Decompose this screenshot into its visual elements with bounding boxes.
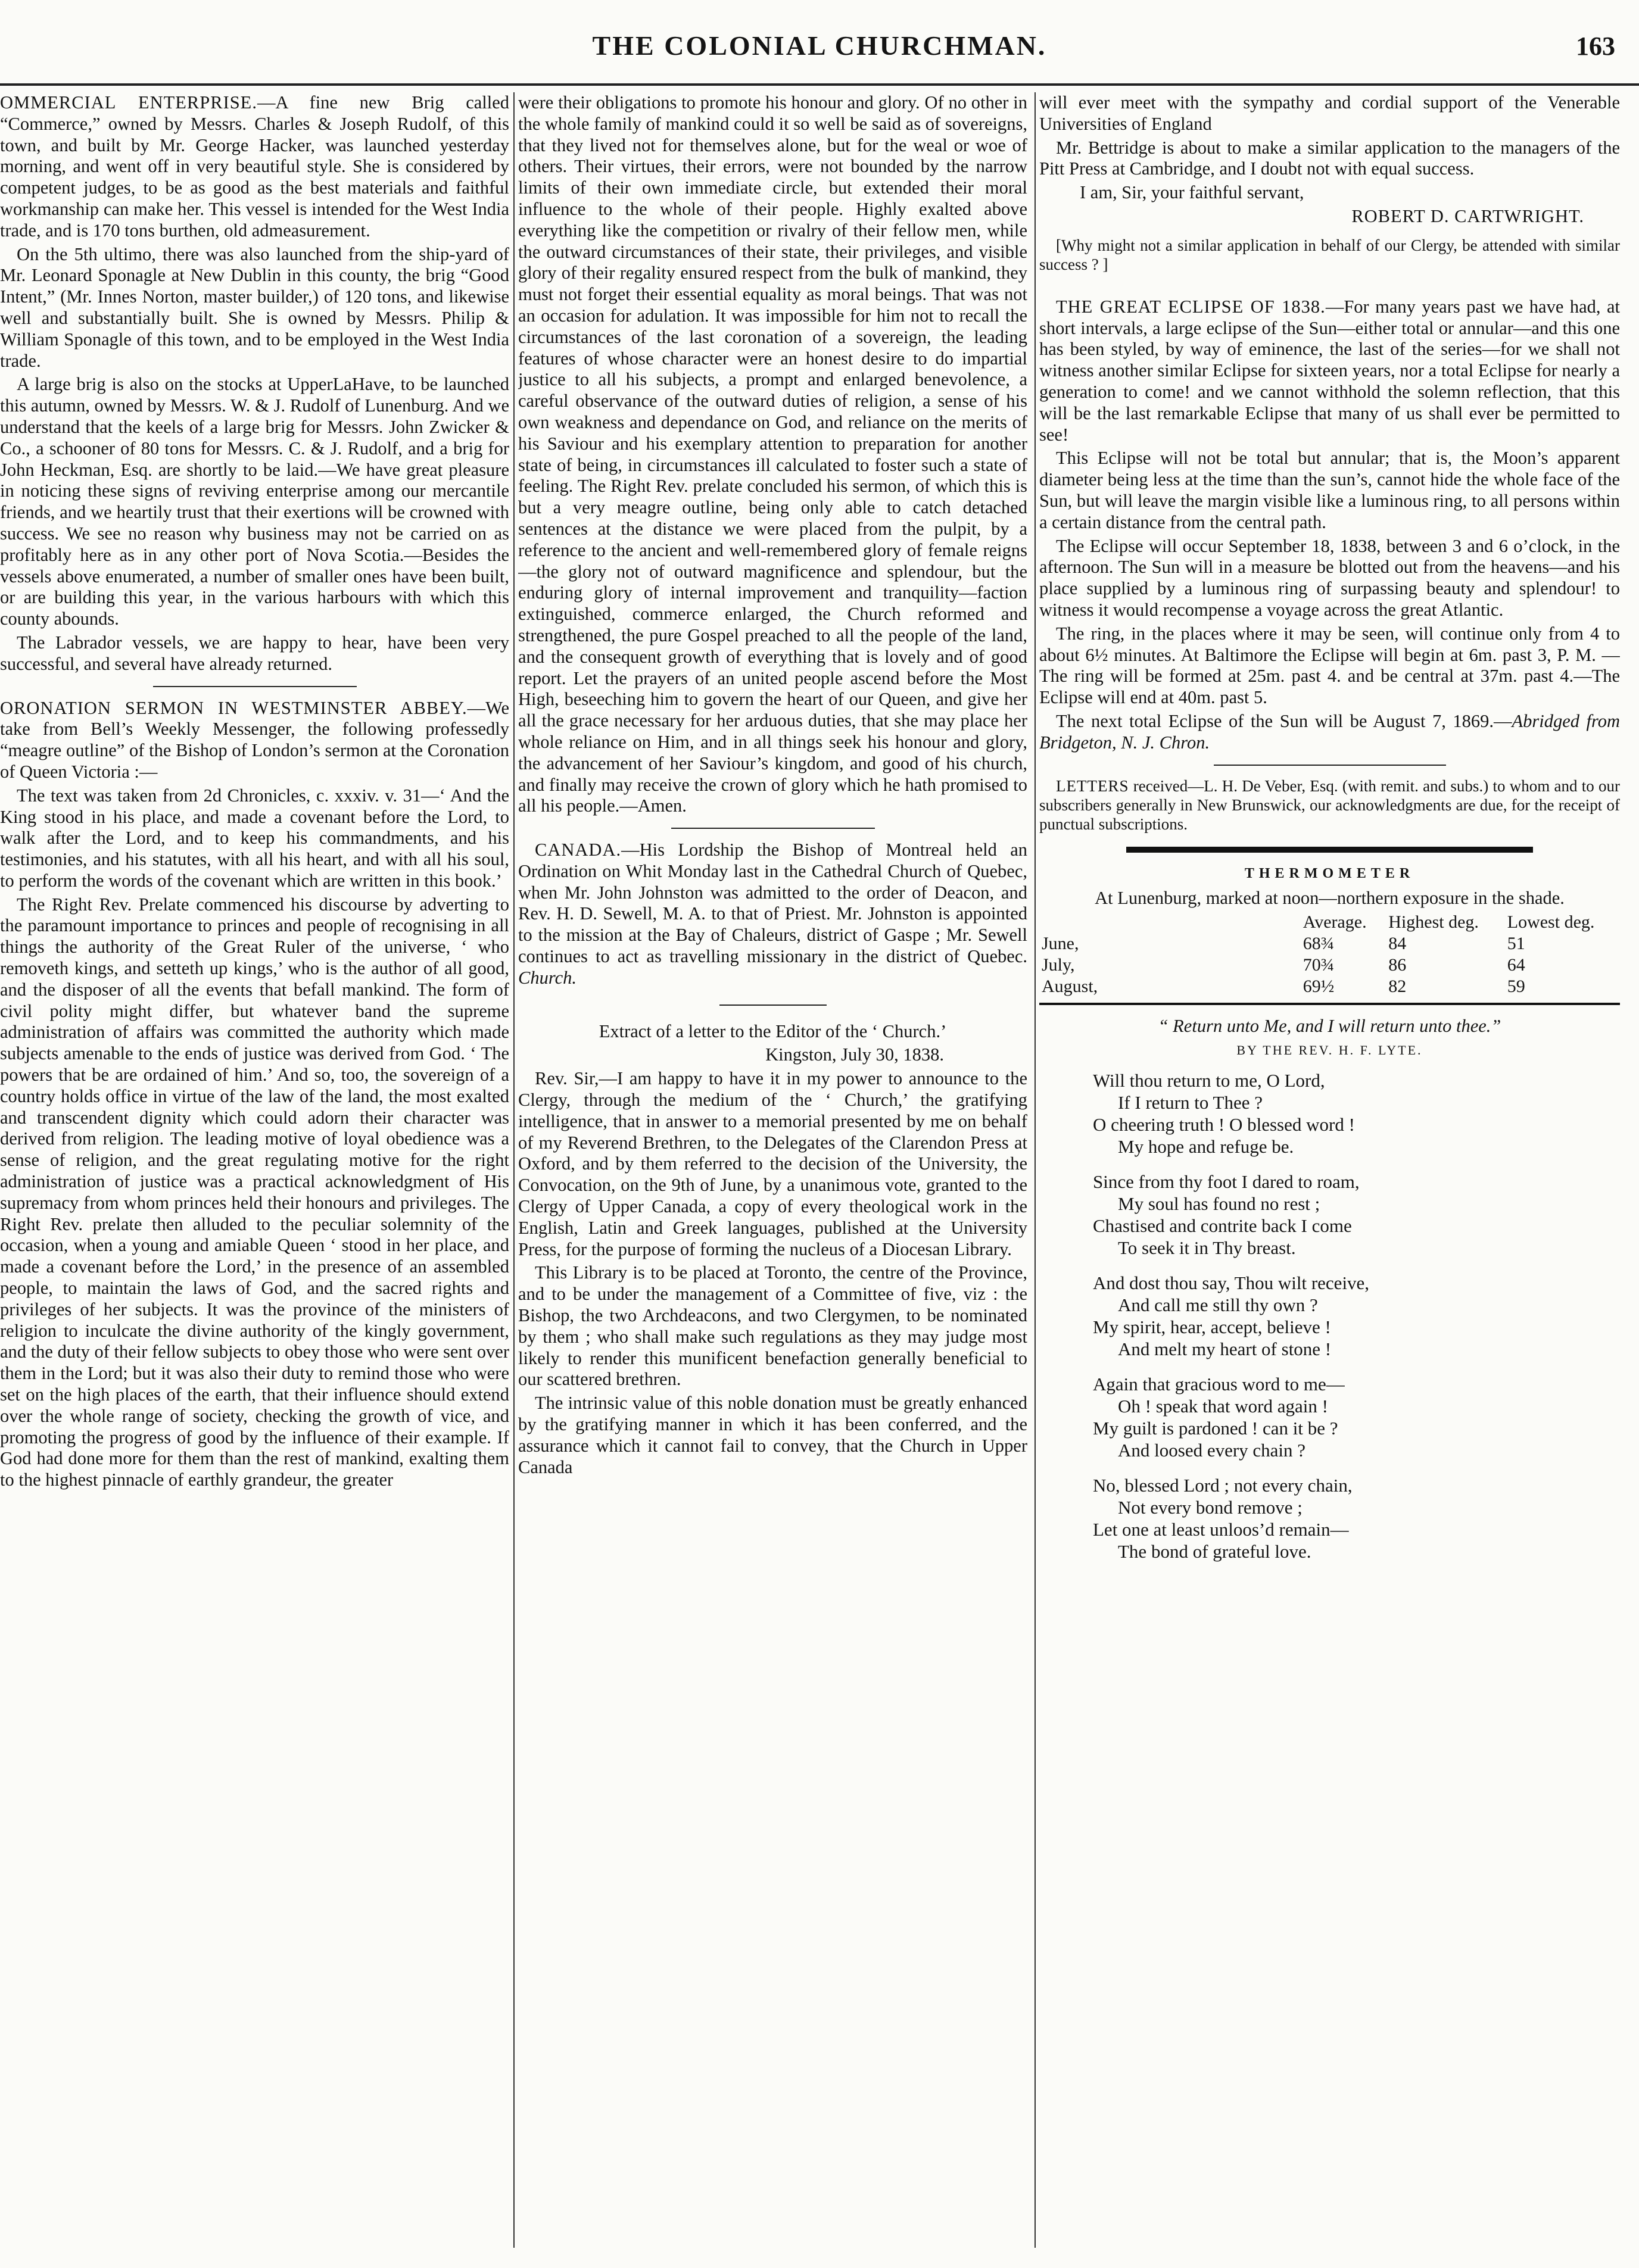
notice-heading: LETTERS — [1056, 776, 1129, 795]
hymn-line: Since from thy foot I dared to roam, — [1093, 1171, 1360, 1192]
hymn-line: And loosed every chain ? — [1118, 1439, 1306, 1461]
month-cell: July, — [1042, 954, 1075, 975]
table-row — [1039, 933, 1620, 954]
hymn-line: If I return to Thee ? — [1118, 1091, 1263, 1113]
article-paragraph: A large brig is also on the stocks at UpperLaHave, to be launched this autumn, owned by Messrs. W. & J. Rudolf of Lunenburg. And we understand that the keels of a large brig for Messrs. John Zwicker & Co., a schooner of 80 tons for Messrs. C. & J. Rudolf, and a brig for John Heckman, Esq. are shortly to be laid.—We have great pleasure in noticing these signs of reviving enterprise among our mercantile friends, and we heartily trust that their exertions will be crowned with success. We see no reason why business may not be carried on as profitably here as in any other port of Nova Scotia.—Besides the vessels above enumerated, a number of smaller ones have been built, or are building this year, in the various harbours with which this county abounds. — [0, 374, 509, 629]
hymn-line: Chastised and contrite back I come — [1093, 1215, 1352, 1236]
article-heading: Extract of a letter to the Editor of the ‘ Church.’ — [599, 1021, 947, 1041]
source-credit: Abridged from Bridgeton, N. J. Chron. — [1039, 710, 1620, 753]
article-paragraph: Mr. Bettridge is about to make a similar application to the managers of the Pitt Press at Cambridge, and I doubt not with equal success. — [1039, 137, 1620, 179]
article-paragraph: The Labrador vessels, we are happy to hear, have been very successful, and several have already returned. — [0, 632, 509, 674]
hymn-line: My hope and refuge be. — [1118, 1135, 1294, 1157]
article-paragraph: THE GREAT ECLIPSE OF 1838.—For many years past we have had, at short intervals, a large eclipse of the Sun—either total or annular—and this one has been styled, by way of eminence, the last of the series—for we shall not witness another similar Eclipse for sixteen years, nor a total Eclipse for nearly a generation to come! and we cannot withhold the solemn reflection, that this will be the last remarkable Eclipse that many of us shall ever be permitted to see! — [1039, 296, 1620, 445]
column-header: Average. — [1303, 912, 1367, 932]
column-right — [1039, 92, 1620, 2248]
hymn-stanza — [1093, 1272, 1620, 1360]
table-header-row — [1039, 912, 1620, 933]
hymn-stanza — [1093, 1474, 1620, 1562]
column-left — [0, 92, 509, 2248]
lowest-cell: 51 — [1507, 933, 1525, 953]
column-rule — [513, 92, 515, 2248]
article-paragraph: The intrinsic value of this noble donation must be greatly enhanced by the gratifying manner in which it has been conferred, and the assurance which it cannot fail to convey, that the Church in Upper Canada — [518, 1393, 1027, 1477]
page-number: 163 — [1576, 32, 1615, 61]
article-paragraph: were their obligations to promote his honour and glory. Of no other in the whole family of mankind could it so well be said as of sovereigns, that they lived not for themselves alone, but for the weal or woe of others. Their virtues, their errors, were not bounded by the narrow limits of their own immediate circle, but extended their moral influence to the whole of their people. Highly exalted above everything like the competition or rivalry of their fellow men, while the outward circumstances of their state, their privileges, and visible glory of their regality ensured respect from the bulk of mankind, they must not forget their essential equality as moral beings. That was not an occasion for adulation. It was impossible for him not to recall the circumstances of the last coronation of a sovereign, the leading features of whose character were an honest desire to do impartial justice to all his subjects, a prompt and enlarged benevolence, a careful observance of the outward duties of religion, a sense of his own weakness and dependance on God, and reliance on the merits of his Saviour and his exemplary attention to preparation for another state of being, in circumstances ill calculated to foster such a state of feeling. The Right Rev. prelate concluded his sermon, of which this is but a very meagre outline, being only able to catch detached sentences at the distance we were placed from the pulpit, by a reference to the ancient and well-remembered glory of female reigns—the glory not of outward magnificence and splendour, but the enduring glory of internal improvement and tranquility—faction extinguished, commerce enlarged, the Church reformed and strengthened, the pure Gospel preached to all the people of the land, and the consequent growth of everything that is lovely and of good report. Let the prayers of an united people ascend before the Most High, beseeching him to govern the heart of our Queen, and give her all the grace necessary for her arduous duties, that she may place her whole reliance on Him, and in all things seek his honour and glory, the advancement of her Saviour’s kingdom, and good of his church, and finally may receive the crown of glory which he hath promised to all his people.—Amen. — [518, 92, 1027, 816]
hymn-byline: BY THE REV. H. F. LYTE. — [1236, 1043, 1423, 1058]
hymn-line: My guilt is pardoned ! can it be ? — [1093, 1417, 1338, 1439]
hymn — [1039, 1069, 1620, 1562]
header-rule — [0, 83, 1639, 86]
article-paragraph: The Right Rev. Prelate commenced his discourse by adverting to the paramount importance to princes and people of recognising in all things the authority of the Great Ruler of the universe, ‘ who removeth kings, and setteth up kings,’ who is the author of all good, and the disposer of all the events that befall mankind. The form of civil polity might differ, but whatever band the supreme administration of affairs was committed the authority which made subjects amenable to the ends of justice was derived from God. ‘ The powers that be are ordained of him.’ And so, too, the sovereign of a country holds office in virtue of the law of the land, the most exalted and transcendent dignity which could adorn their character was derived from religion. The leading motive of loyal obedience was a sense of religion, and the great regulating motive for the right administration of justice was a practical acknowledgment of His supremacy from whom princes held their honours and privileges. The Right Rev. prelate then alluded to the peculiar solemnity of the occasion, when a young and amiable Queen ‘ stood in her place, and made a covenant before the Lord,’ in the presence of an assembled people, to maintain the laws of God, and the sacred rights and privileges of her subjects. It was the province of the ministers of religion to inculcate the divine authority of the kingly government, and the duty of their fellow subjects to obey those who were sent over them in the Lord; but it was also their duty to remind those who were set on the high places of the earth, that their influence should extend over the whole range of society, checking the growth of vice, and promoting the progress of good by the influence of their example. If God had done more for them than the rest of mankind, exalting them to the highest pinnacle of earthly grandeur, the greater — [0, 894, 509, 1490]
article-separator — [671, 828, 875, 829]
lowest-cell: 59 — [1507, 976, 1525, 996]
hymn-line: Not every bond remove ; — [1118, 1496, 1303, 1518]
hymn-line: Will thou return to me, O Lord, — [1093, 1069, 1325, 1091]
month-cell: June, — [1042, 933, 1079, 953]
hymn-line: To seek it in Thy breast. — [1118, 1237, 1296, 1258]
table-row — [1039, 954, 1620, 976]
signature-line: I am, Sir, your faithful servant, — [1080, 182, 1304, 203]
hymn-line: My soul has found no rest ; — [1118, 1193, 1320, 1214]
hymn-line: And melt my heart of stone ! — [1118, 1338, 1332, 1359]
article-heading: CANADA. — [535, 840, 622, 860]
hymn-title: “ Return unto Me, and I will return unto thee.” — [1158, 1016, 1501, 1037]
hymn-stanza — [1093, 1373, 1620, 1461]
article-paragraph: The next total Eclipse of the Sun will be August 7, 1869.—Abridged from Bridgeton, N. J. Chron. — [1039, 710, 1620, 753]
article-paragraph: Rev. Sir,—I am happy to have it in my power to announce to the Clergy, through the medium of the ‘ Church,’ the gratifying intelligence, that in answer to a memorial presented by me on behalf of my Reverend Brethren, to the Delegates of the Clarendon Press at Oxford, and by them referred to the decision of the University, the Convocation, on the 9th of June, by a unanimous vote, granted to the Clergy of Upper Canada, a copy of every theological work in the English, Latin and Greek languages, published at the University Press, for the purpose of forming the nucleus of a Diocesan Library. — [518, 1068, 1027, 1259]
hymn-line: O cheering truth ! O blessed word ! — [1093, 1113, 1355, 1135]
article-paragraph: The Eclipse will occur September 18, 1838, between 3 and 6 o’clock, in the afternoon. The Sun will in a measure be blotted out from the heavens—and his place supplied by a luminous ring of surpassing beauty and splendour! to witness it would recompense a voyage across the great Atlantic. — [1039, 535, 1620, 620]
article-paragraph: This Library is to be placed at Toronto, the centre of the Province, and to be under the management of a Committee of five, viz : the Bishop, the two Archdeacons, and two Clergymen, to be nominated by them ; who shall make such regulations as they may judge most likely to render this munificent benefaction generally beneficial to our scattered brethren. — [518, 1262, 1027, 1390]
article-paragraph: will ever meet with the sympathy and cordial support of the Venerable Universities of England — [1039, 92, 1620, 134]
hymn-line: My spirit, hear, accept, believe ! — [1093, 1316, 1331, 1337]
article-separator — [153, 686, 357, 687]
article-separator — [719, 1004, 827, 1006]
hymn-stanza — [1093, 1171, 1620, 1259]
average-cell: 68¾ — [1303, 933, 1335, 953]
average-cell: 69½ — [1303, 976, 1335, 996]
highest-cell: 82 — [1388, 976, 1407, 996]
month-cell: August, — [1042, 976, 1098, 996]
average-cell: 70¾ — [1303, 954, 1335, 975]
editor-note: [Why might not a similar application in behalf of our Clergy, be attended with similar success ? ] — [1039, 236, 1620, 273]
article-heading: THE GREAT ECLIPSE OF 1838. — [1056, 296, 1326, 317]
thermometer-subtitle: At Lunenburg, marked at noon—northern exposure in the shade. — [1095, 888, 1565, 909]
hymn-line: No, blessed Lord ; not every chain, — [1093, 1474, 1353, 1496]
column-middle — [518, 92, 1027, 2248]
hymn-stanza — [1093, 1069, 1620, 1158]
article-paragraph: This Eclipse will not be total but annular; that is, the Moon’s apparent diameter being less at the time than the sun’s, cannot hide the whole face of the Sun, but will leave the margin visible like a luminous ring, to all persons within a certain distance from the central path. — [1039, 448, 1620, 532]
thermometer-heading: THERMOMETER — [1244, 865, 1415, 881]
article-heading: OMMERCIAL ENTERPRISE. — [0, 92, 257, 113]
hymn-line: Again that gracious word to me— — [1093, 1373, 1345, 1395]
column-rule — [1034, 92, 1036, 2248]
hymn-line: Oh ! speak that word again ! — [1118, 1395, 1328, 1417]
heavy-rule — [1126, 847, 1533, 853]
article-paragraph: On the 5th ultimo, there was also launched from the ship-yard of Mr. Leonard Sponagle at New Dublin in this county, the brig “Good Intent,” (Mr. Innes Norton, master builder,) of 120 tons, and likewise well and substantially built. She is owned by Messrs. Philip & William Sponagle of this town, and to be employed in the West India trade. — [0, 244, 509, 371]
signature-name: ROBERT D. CARTWRIGHT. — [1351, 205, 1584, 226]
article-paragraph: OMMERCIAL ENTERPRISE.—A fine new Brig called “Commerce,” owned by Messrs. Charles & Joseph Rudolf, of this town, and built by Mr. George Hacker, was launched yesterday morning, and went off in very beautiful style. She is considered by competent judges, to be as good as the best materials and faithful workmanship can make her. This vessel is intended for the West India trade, and is 170 tons burthen, old admeasurement. — [0, 92, 509, 241]
article-paragraph: The text was taken from 2d Chronicles, c. xxxiv. v. 31—‘ And the King stood in his place, and made a covenant before the Lord, to walk after the Lord, and to keep his commandments, and his testimonies, and his statutes, with all his heart, and with all his soul, to perform the words of the covenant which are written in this book.’ — [0, 785, 509, 891]
article-separator — [1214, 765, 1446, 766]
notice-paragraph: LETTERS received—L. H. De Veber, Esq. (with remit. and subs.) to whom and to our subscribers generally in New Brunswick, our acknowledgments are due, for the receipt of punctual subscriptions. — [1039, 776, 1620, 833]
heavy-rule — [1039, 1003, 1620, 1005]
table-row — [1039, 976, 1620, 997]
thermometer-table — [1039, 912, 1620, 997]
masthead — [0, 24, 1639, 83]
highest-cell: 86 — [1388, 954, 1407, 975]
hymn-line: Let one at least unloos’d remain— — [1093, 1518, 1349, 1540]
hymn-line: And dost thou say, Thou wilt receive, — [1093, 1272, 1370, 1293]
article-paragraph: ORONATION SERMON IN WESTMINSTER ABBEY.—We take from Bell’s Weekly Messenger, the following professedly “meagre outline” of the Bishop of London’s sermon at the Coronation of Queen Victoria :— — [0, 697, 509, 782]
column-header: Lowest deg. — [1507, 912, 1595, 932]
article-paragraph: The ring, in the places where it may be seen, will continue only from 4 to about 6½ minutes. At Baltimore the Eclipse will begin at 6m. past 3, P. M. —The ring will be formed at 25m. past 4. and be central at 37m. past 4.—The Eclipse will end at 40m. past 5. — [1039, 623, 1620, 708]
page-title: THE COLONIAL CHURCHMAN. — [592, 30, 1047, 61]
hymn-line: And call me still thy own ? — [1118, 1294, 1318, 1315]
highest-cell: 84 — [1388, 933, 1407, 953]
dateline: Kingston, July 30, 1838. — [765, 1044, 944, 1065]
article-paragraph: CANADA.—His Lordship the Bishop of Montreal held an Ordination on Whit Monday last in the Cathedral Church of Quebec, when Mr. John Johnston was admitted to the order of Deacon, and Rev. H. D. Sewell, M. A. to that of Priest. Mr. Johnston is appointed to the mission at the Bay of Chaleurs, district of Gaspe ; Mr. Sewell continues to act as travelling missionary in the district of Quebec. Church. — [518, 840, 1027, 988]
column-header: Highest deg. — [1388, 912, 1479, 932]
article-heading: ORONATION SERMON IN WESTMINSTER ABBEY. — [0, 697, 468, 718]
lowest-cell: 64 — [1507, 954, 1525, 975]
hymn-line: The bond of grateful love. — [1118, 1540, 1311, 1562]
source-credit: Church. — [518, 967, 577, 988]
